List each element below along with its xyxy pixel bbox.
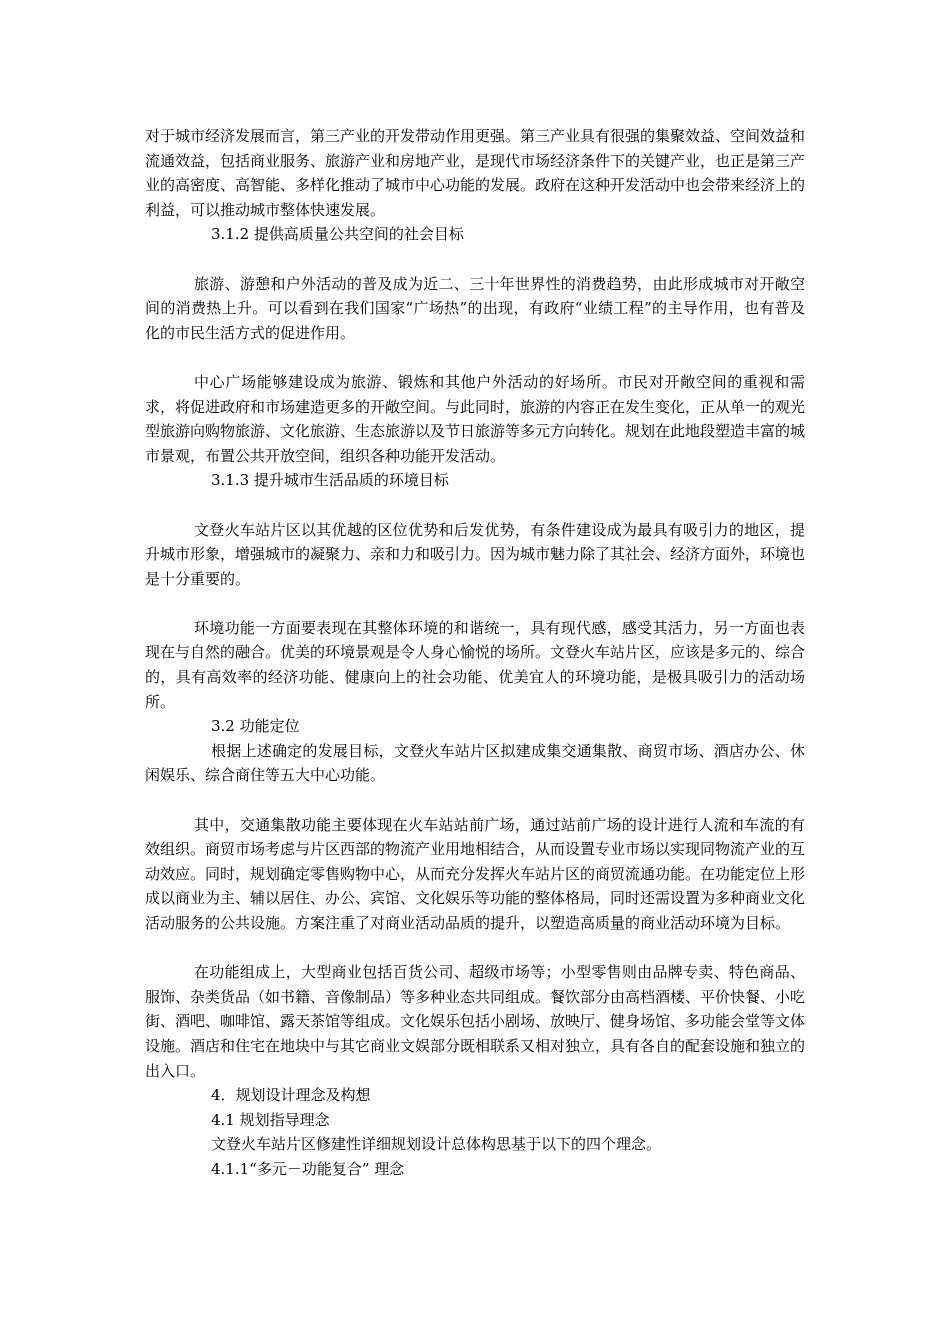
section-heading-4: 4．规划设计理念及构想 xyxy=(211,1086,371,1105)
blank-line xyxy=(145,936,805,961)
blank-line xyxy=(145,493,805,518)
paragraph: 其中，交通集散功能主要体现在火车站站前广场，通过站前广场的设计进行人流和车流的有效组织。商贸市场考虑与片区西部的物流产业用地相结合，从而设置专业市场以实现同物流产业的互动效应。同时，规划确定零售购物中心，从而充分发挥火车站片区的商贸流通功能。在功能定位上形成以商业为主、辅以居住、办公、宾馆、文化娱乐等功能的整体格局，同时还需设置为多种商业文化活动服务的公共设施。方案注重了对商业活动品质的提升，以塑造高质量的商业活动环境为目标。 xyxy=(145,815,806,932)
paragraph: 对于城市经济发展而言，第三产业的开发带动作用更强。第三产业具有很强的集聚效益、空间效益和流通效益，包括商业服务、旅游产业和房地产业，是现代市场经济条件下的关键产业，也正是第三产业的高密度、高智能、多样化推动了城市中心功能的发展。政府在这种开发活动中也会带来经济上的利益，可以推动城市整体快速发展。 xyxy=(145,127,806,219)
paragraph: 根据上述确定的发展目标，文登火车站片区拟建成集交通集散、商贸市场、酒店办公、休闲娱乐、综合商住等五大中心功能。 xyxy=(145,741,805,785)
blank-line xyxy=(145,247,805,272)
paragraph: 文登火车站片区修建性详细规划设计总体构思基于以下的四个理念。 xyxy=(211,1135,662,1154)
section-heading-3-2: 3.2 功能定位 xyxy=(211,717,300,736)
paragraph: 环境功能一方面要表现在其整体环境的和谐统一，具有现代感，感受其活力，另一方面也表现在与自然的融合。优美的环境景观是令人身心愉悦的场所。文登火车站片区，应该是多元的、综合的，具有高效率的经济功能、健康向上的社会功能、优美宜人的环境功能，是极具吸引力的活动场所。 xyxy=(145,618,806,711)
paragraph: 旅游、游憩和户外活动的普及成为近二、三十年世界性的消费趋势，由此形成城市对开敞空间的消费热上升。可以看到在我们国家“广场热”的出现，有政府“业绩工程”的主导作用，也有普及化的市民生活方式的促进作用。 xyxy=(145,274,805,342)
section-heading-3-1-3: 3.1.3 提升城市生活品质的环境目标 xyxy=(211,471,449,490)
document-body xyxy=(145,124,805,1182)
blank-line xyxy=(145,591,805,616)
section-heading-3-1-2: 3.1.2 提供高质量公共空间的社会目标 xyxy=(211,225,464,244)
blank-line xyxy=(145,345,805,370)
section-heading-4-1-1: 4.1.1“多元－功能复合” 理念 xyxy=(211,1159,405,1178)
section-heading-4-1: 4.1 规划指导理念 xyxy=(211,1110,330,1129)
paragraph: 在功能组成上，大型商业包括百货公司、超级市场等；小型零售则由品牌专卖、特色商品、服饰、杂类货品（如书籍、音像制品）等多种业态共同组成。餐饮部分由高档酒楼、平价快餐、小吃街、酒吧、咖啡馆、露天茶馆等组成。文化娱乐包括小剧场、放映厅、健身场馆、多功能会堂等文体设施。酒店和住宅在地块中与其它商业文娱部分既相联系又相对独立，具有各自的配套设施和独立的出入口。 xyxy=(145,963,806,1080)
paragraph: 文登火车站片区以其优越的区位优势和后发优势，有条件建设成为最具有吸引力的地区，提升城市形象，增强城市的凝聚力、亲和力和吸引力。因为城市魅力除了其社会、经济方面外，环境也是十分重要的。 xyxy=(145,520,806,588)
blank-line xyxy=(145,788,805,813)
paragraph: 中心广场能够建设成为旅游、锻炼和其他户外活动的好场所。市民对开敞空间的重视和需求，将促进政府和市场建造更多的开敞空间。与此同时，旅游的内容正在发生变化，正从单一的观光型旅游向购物旅游、文化旅游、生态旅游以及节日旅游等多元方向转化。规划在此地段塑造丰富的城市景观，布置公共开放空间，组织各种功能开发活动。 xyxy=(145,372,806,465)
